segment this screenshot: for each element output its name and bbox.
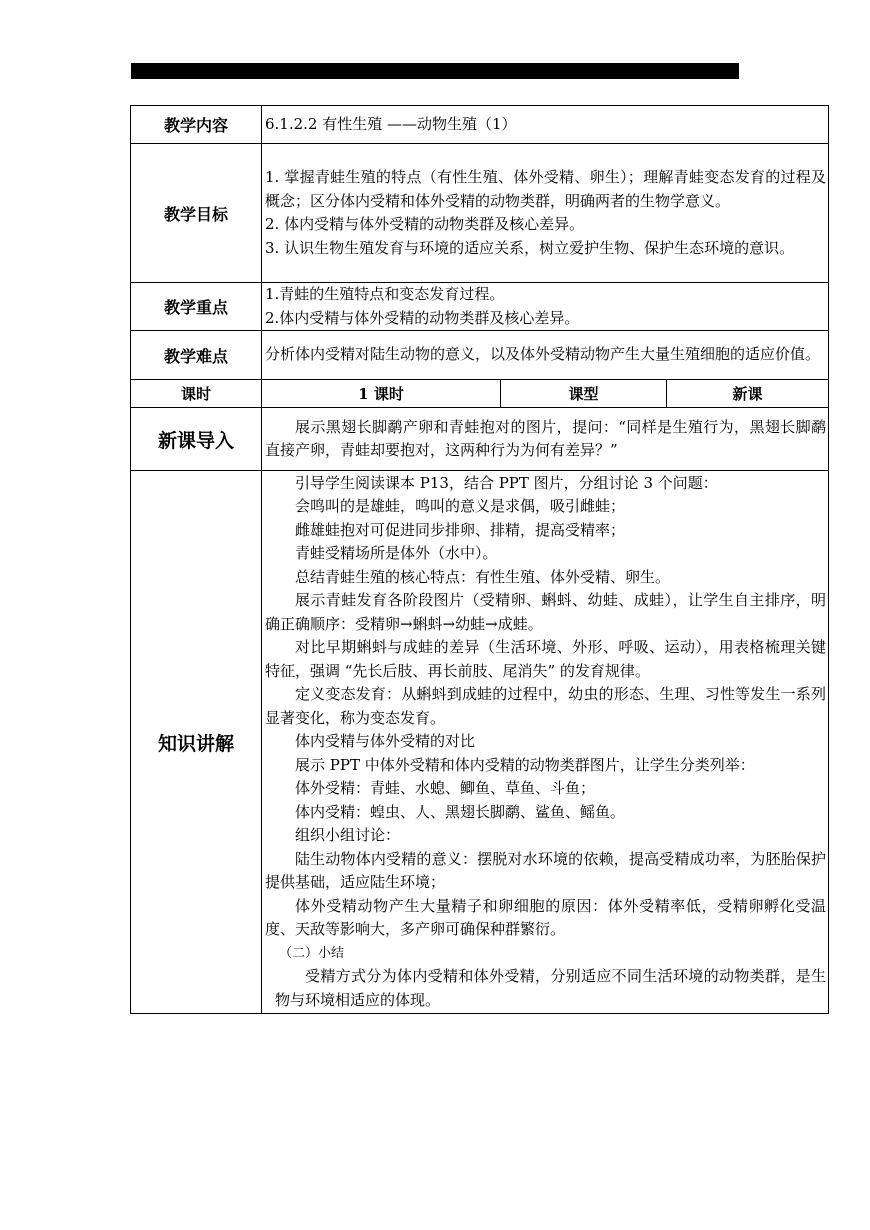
lecture-paragraph: 体内受精与体外受精的对比 — [295, 732, 476, 751]
row-key-points — [131, 283, 829, 331]
row-intro — [131, 408, 829, 471]
objectives-cell — [262, 144, 829, 283]
lesson-type-label: 课型 — [501, 380, 667, 408]
lecture-paragraph: 总结青蛙生殖的核心特点：有性生殖、体外受精、卵生。 — [295, 567, 671, 586]
lecture-paragraph: 展示青蛙发育各阶段图片（受精卵、蝌蚪、幼蛙、成蛙），让学生自主排序，明确正确顺序：受精卵→蝌蚪→幼蛙→成蛙。 — [265, 591, 827, 633]
intro-text: 展示黑翅长脚鹬产卵和青蛙抱对的图片，提问：“同样是生殖行为，黑翅长脚鹬直接产卵，青蛙却要抱对，这两种行为为何有差异？” — [265, 417, 827, 459]
lecture-paragraph: 体外受精：青蛙、水螅、鲫鱼、草鱼、斗鱼； — [295, 779, 596, 798]
row-period — [131, 380, 829, 408]
lecture-paragraph: 展示 PPT 中体外受精和体内受精的动物类群图片，让学生分类列举： — [295, 755, 755, 774]
lesson-type-value: 新课 — [667, 380, 829, 408]
row-difficulty — [131, 331, 829, 380]
lecture-paragraph: 青蛙受精场所是体外（水中）。 — [295, 544, 498, 563]
objectives-label: 教学目标 — [131, 144, 262, 283]
intro-cell — [262, 408, 829, 471]
summary-text: 受精方式分为体内受精和体外受精，分别适应不同生活环境的动物类群，是生物与环境相适应的体现。 — [275, 967, 827, 1009]
lecture-paragraph: 体外受精动物产生大量精子和卵细胞的原因：体外受精率低，受精卵孵化受温度、天敌等影响大，多产卵可确保种群繁衍。 — [265, 896, 827, 939]
row-objectives — [131, 144, 829, 283]
objective-item: 2. 体内受精与体外受精的动物类群及核心差异。 — [265, 215, 585, 233]
header-black-bar — [131, 63, 739, 79]
period-label: 课时 — [131, 380, 262, 408]
lecture-paragraph: 对比早期蝌蚪与成蛙的差异（生活环境、外形、呼吸、运动），用表格梳理关键特征，强调 “先长后肢、再长前肢、尾消失” 的发育规律。 — [265, 638, 827, 680]
objective-item: 3. 认识生物生殖发育与环境的适应关系，树立爱护生物、保护生态环境的意识。 — [265, 238, 795, 257]
period-value: 1 课时 — [262, 380, 501, 408]
lecture-paragraph: 定义变态发育：从蝌蚪到成蛙的过程中，幼虫的形态、生理、习性等发生一系列显著变化，称为变态发育。 — [265, 685, 827, 727]
row-lecture — [131, 471, 829, 1014]
row-content — [131, 106, 829, 144]
objective-item: 1. 掌握青蛙生殖的特点（有性生殖、体外受精、卵生）；理解青蛙变态发育的过程及概念；区分体内受精和体外受精的动物类群，明确两者的生物学意义。 — [265, 168, 827, 210]
lecture-paragraph: 会鸣叫的是雄蛙，鸣叫的意义是求偶，吸引雌蛙； — [295, 497, 626, 516]
lecture-label: 知识讲解 — [131, 471, 262, 1014]
key-point-item: 1.青蛙的生殖特点和变态发育过程。 — [265, 285, 505, 303]
difficulty-label: 教学难点 — [131, 331, 262, 380]
summary-heading: （二）小结 — [279, 945, 345, 961]
content-value: 6.1.2.2 有性生殖 ——动物生殖（1） — [262, 106, 829, 144]
difficulty-value: 分析体内受精对陆生动物的意义，以及体外受精动物产生大量生殖细胞的适应价值。 — [262, 331, 829, 380]
intro-label: 新课导入 — [131, 408, 262, 471]
key-points-cell — [262, 283, 829, 331]
lecture-cell — [262, 471, 829, 1014]
content-label: 教学内容 — [131, 106, 262, 144]
lecture-paragraph: 雌雄蛙抱对可促进同步排卵、排精，提高受精率； — [295, 520, 626, 539]
lesson-plan-table — [130, 105, 829, 1014]
lecture-paragraph: 陆生动物体内受精的意义：摆脱对水环境的依赖，提高受精成功率，为胚胎保护提供基础，适应陆生环境； — [265, 849, 827, 892]
lecture-paragraph: 体内受精：蝗虫、人、黑翅长脚鹬、鲨鱼、鳐鱼。 — [295, 802, 626, 821]
key-point-item: 2.体内受精与体外受精的动物类群及核心差异。 — [265, 308, 580, 327]
lecture-paragraph: 引导学生阅读课本 P13，结合 PPT 图片，分组讨论 3 个问题： — [295, 473, 718, 492]
key-points-label: 教学重点 — [131, 283, 262, 331]
lecture-paragraph: 组织小组讨论： — [295, 826, 401, 845]
